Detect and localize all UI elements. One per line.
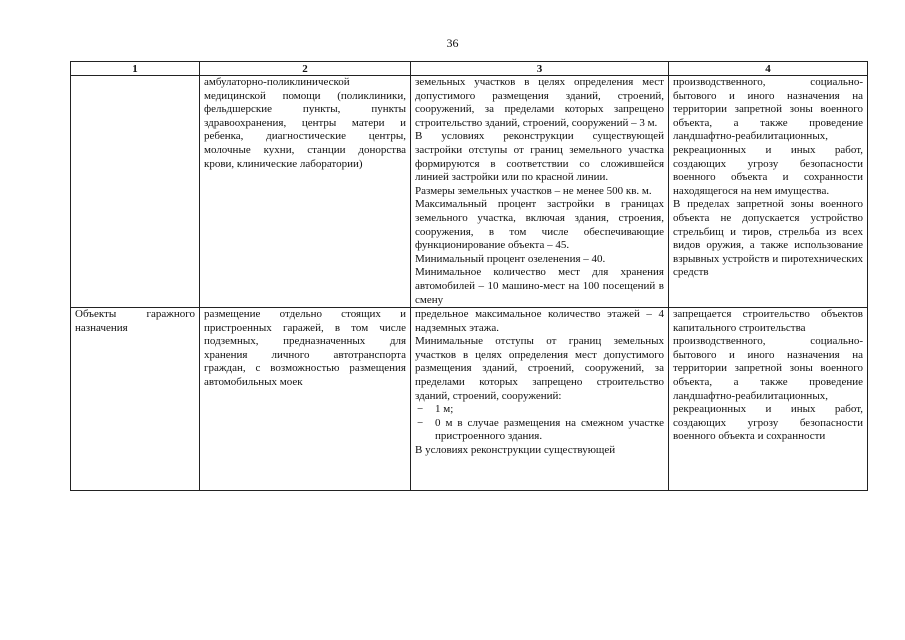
table-row	[71, 308, 868, 491]
row1-param-paragraph: Размеры земельных участков – не менее 500 кв. м.	[415, 184, 652, 197]
row2-param-paragraph: В условиях реконструкции существующей	[415, 444, 616, 457]
row2-restriction-paragraph: запрещается строительство объектов капитального строительства	[673, 308, 863, 334]
row1-use-description-cell	[200, 76, 411, 308]
dash-list-item	[415, 403, 664, 417]
row2-use-description-text: размещение отдельно стоящих и пристроенных гаражей, в том числе подземных, предназначенных для хранения личного автотранспорта граждан, с возможностью размещения автомобильных моек	[204, 308, 406, 389]
table-row	[71, 76, 868, 308]
row2-param-paragraph: Минимальные отступы от границ земельных участков в целях определения мест допустимого размещения зданий, строений, сооружений, за пределами которых запрещено строительство зданий, строений, сооружений:	[415, 335, 664, 402]
row1-param-paragraph: Минимальное количество мест для хранения автомобилей – 10 машино-мест на 100 посещений в смену	[415, 266, 664, 306]
row1-restriction-paragraph: производственного, социально-бытового и иного назначения на территории запретной зоны военного объекта, а также проведение ландшафтно-реабилитационных, рекреационных и иных работ, создающих угрозу безопасности военного объекта и сохранности находящегося на нем имущества.	[673, 76, 863, 197]
row1-use-description-text: амбулаторно-поликлинической медицинской помощи (поликлиники, фельдшерские пункты, пункты здравоохранения, центры матери и ребенка, диагностические центры, молочные кухни, станции донорства крови, клинические лаборатории)	[204, 76, 406, 170]
column-header-1: 1	[71, 62, 200, 76]
row1-param-paragraph: земельных участков в целях определения мест допустимого размещения зданий, строений, сооружений, за пределами которых запрещено строительство зданий, строений, сооружений – 3 м.	[415, 76, 664, 129]
page-number: 36	[446, 36, 459, 50]
column-header-3: 3	[411, 62, 669, 76]
column-header-2: 2	[200, 62, 411, 76]
row2-restriction-paragraph: производственного, социально-бытового и иного назначения на территории запретной зоны военного объекта, а также проведение ландшафтно-реабилитационных, рекреационных и иных работ, создающих угрозу безопасности военного объекта и сохранности	[673, 335, 863, 443]
dash-list-text: 0 м в случае размещения на смежном участке пристроенного здания.	[435, 416, 664, 443]
dash-list-text: 1 м;	[435, 403, 454, 416]
dash-list-item	[415, 417, 664, 444]
row1-parameters-cell	[411, 76, 669, 308]
row1-param-paragraph: Максимальный процент застройки в границах земельного участка, включая здания, строения, сооружения, в том числе обеспечивающие функционирование объекта – 45.	[415, 198, 664, 252]
row2-restrictions-cell	[669, 308, 868, 491]
row2-param-paragraph: предельное максимальное количество этажей – 4 надземных этажа.	[415, 308, 664, 334]
row1-restrictions-cell	[669, 76, 868, 308]
column-header-4: 4	[669, 62, 868, 76]
row2-object-type-cell: Объекты гаражного назначения	[71, 308, 200, 491]
regulations-table	[70, 61, 868, 491]
table-header-row	[71, 62, 868, 76]
row2-use-description-cell	[200, 308, 411, 491]
row1-restriction-paragraph: В пределах запретной зоны военного объекта не допускается устройство стрельбищ и тиров, стрельба из всех видов оружия, а также использование взрывных устройств и пиротехнических средств	[673, 198, 863, 279]
row2-parameters-cell	[411, 308, 669, 491]
dash-bullet: −	[417, 416, 424, 429]
row1-object-type-cell	[71, 76, 200, 308]
dash-bullet: −	[417, 403, 424, 416]
row1-param-paragraph: Минимальный процент озеленения – 40.	[415, 252, 606, 265]
row1-param-paragraph: В условиях реконструкции существующей застройки отступы от границ земельного участка формируются в соответствии со сложившейся линией застройки или по красной линии.	[415, 130, 664, 184]
